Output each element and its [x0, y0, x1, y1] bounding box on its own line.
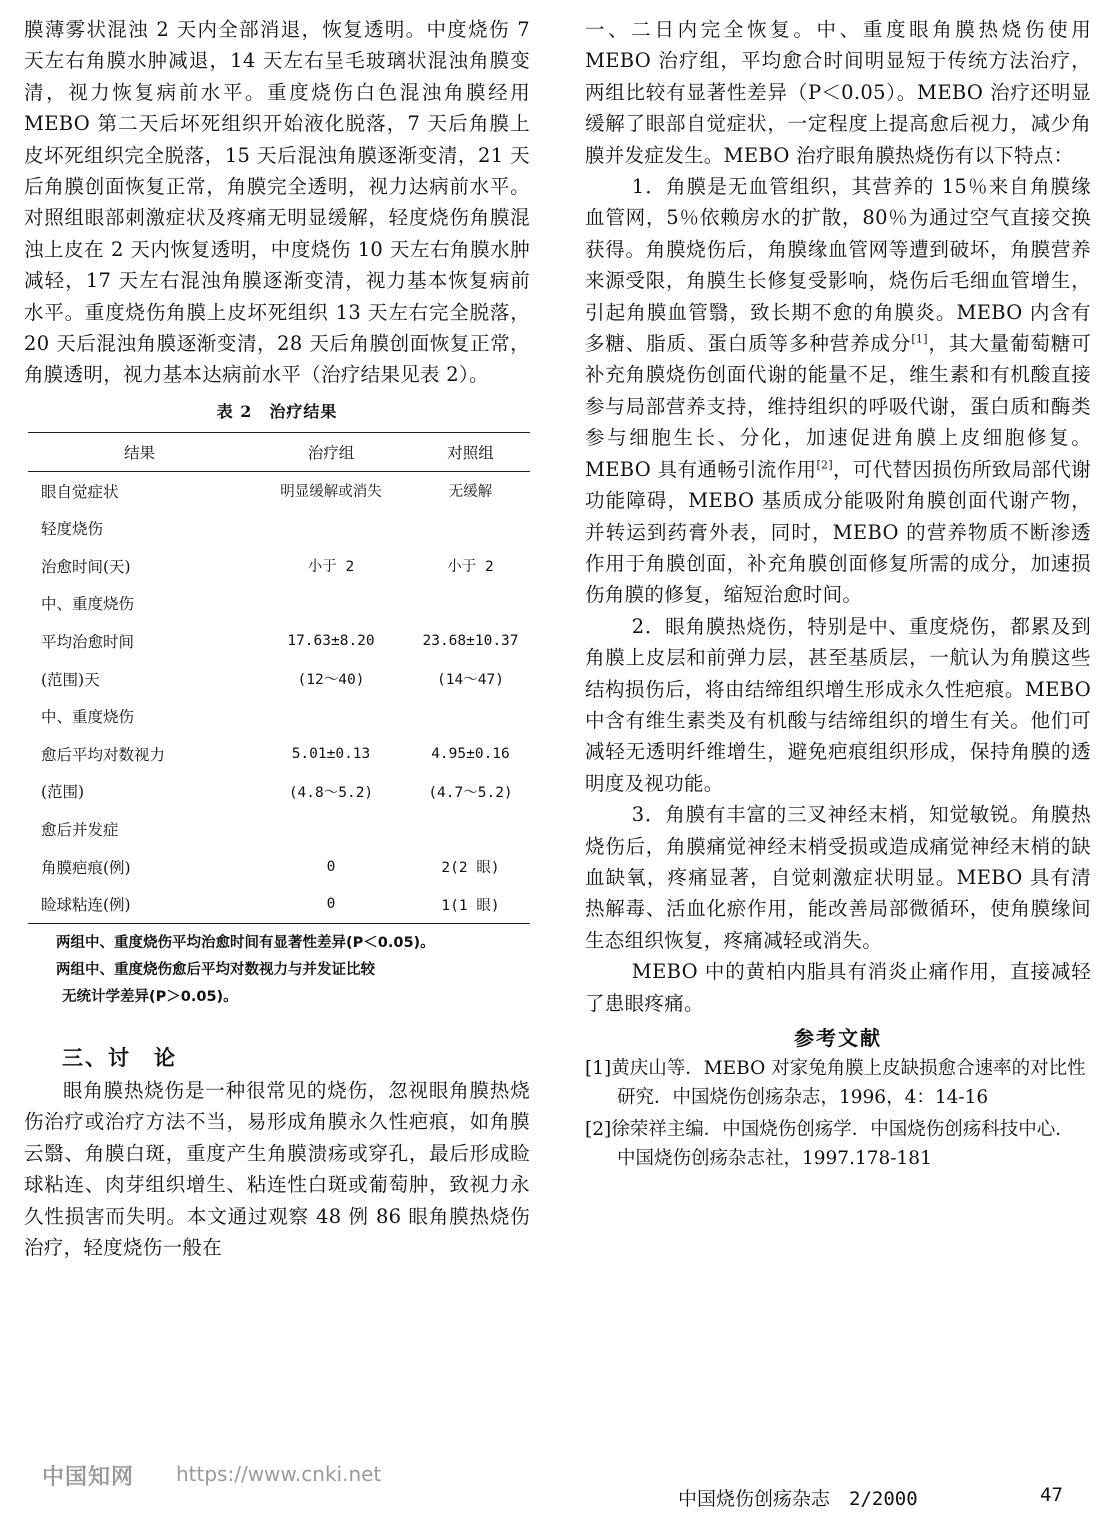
table-cell: 明显缓解或消失: [280, 484, 382, 501]
table-cell: 治愈时间(天): [41, 557, 131, 576]
table-cell: [251, 810, 411, 848]
table-cell: 23.68±10.37: [422, 633, 519, 650]
citation-1: [1]: [911, 332, 928, 346]
table-cell: 眼自觉症状: [41, 482, 119, 501]
page-number: 47: [1040, 1484, 1063, 1506]
point-1: [585, 171, 1091, 611]
table-cell: [411, 810, 530, 848]
reference-item: [2]徐荣祥主编．中国烧伤创疡学．中国烧伤创疡科技中心．中国烧伤创疡杂志社，1997.178-181: [585, 1119, 1074, 1169]
point-2: 2．眼角膜热烧伤，特别是中、重度烧伤，都累及到角膜上皮层和前弹力层，甚至基质层，一航认为角膜这些结构损伤后，将由结缔组织增生形成永久性疤痕。MEBO 中含有维生素类及有机酸与结缔组织的增生有关。他们可减轻无透明纤维增生，避免疤痕组织形成，保持角膜的透明度及视功能。: [585, 614, 1091, 795]
point-1-text-a: 1．角膜是无血管组织，其营养的 15％来自角膜缘血管网，5％依赖房水的扩散，80％为通过空气直接交换获得。角膜烧伤后，角膜缘血管网等遭到破坏，角膜营养来源受限，角膜生长修复受影响，烧伤后毛细血管增生，引起角膜血管翳，致长期不愈的角膜炎。MEBO 内含有多糖、脂质、蛋白质等多种营养成分: [585, 175, 1091, 356]
table-row: [28, 660, 530, 698]
table-row: [28, 885, 530, 923]
section-heading-discussion: 三、讨 论: [62, 1045, 177, 1070]
table-header-row: [28, 432, 530, 471]
table-header-result: 结果: [28, 432, 251, 471]
results-table: [28, 432, 530, 924]
table-cell: 平均治愈时间: [41, 633, 135, 652]
table-notes: [56, 930, 530, 1011]
table-cell: (4.7～5.2): [428, 784, 513, 801]
table-cell: 0: [251, 885, 411, 923]
table-cell: 5.01±0.13: [291, 745, 371, 762]
table-row: [28, 509, 530, 547]
table-cell: [411, 509, 530, 547]
table-row: [28, 773, 530, 811]
table-row: [28, 810, 530, 848]
table-cell: 小于 2: [447, 559, 494, 576]
references-heading: 参考文献: [794, 1026, 882, 1050]
table-cell: (4.8～5.2): [288, 784, 374, 801]
table-cell: 睑球粘连(例): [28, 885, 251, 923]
closing-paragraph: MEBO 中的黄柏内脂具有消炎止痛作用，直接减轻了患眼疼痛。: [585, 960, 1091, 1015]
table-cell: 0: [326, 858, 336, 875]
table-cell: [251, 585, 411, 623]
table-row: [28, 697, 530, 735]
table-cell: 轻度烧伤: [41, 520, 104, 539]
left-paragraph-2: 眼角膜热烧伤是一种很常见的烧伤，忽视眼角膜热烧伤治疗或治疗方法不当，易形成角膜永久性疤痕，如角膜云翳、角膜白斑，重度产生角膜溃疡或穿孔，最后形成睑球粘连、肉芽组织增生、粘连性白斑或葡萄肿，致视力永久性损害而失明。本文通过观察 48 例 86 眼角膜热烧伤治疗，轻度烧伤一般在: [24, 1079, 530, 1260]
table-cell: 角膜疤痕(例): [41, 858, 131, 877]
right-paragraph-1: 一、二日内完全恢复。中、重度眼角膜热烧伤使用 MEBO 治疗组，平均愈合时间明显短于传统方法治疗，两组比较有显著性差异（P＜0.05）。MEBO 治疗还明显缓解了眼部自觉症状，一定程度上提高愈后视力，减少角膜并发症发生。MEBO 治疗眼角膜热烧伤有以下特点：: [585, 18, 1091, 167]
table-cell: 17.63±8.20: [287, 633, 375, 650]
table-cell: (12～40): [297, 672, 365, 689]
table-cell: 4.95±0.16: [431, 745, 510, 762]
table-cell: [411, 585, 530, 623]
table-row: [28, 735, 530, 773]
table-row: [28, 585, 530, 623]
right-column: [585, 14, 1091, 1177]
reference-item: [1]黄庆山等．MEBO 对家兔角膜上皮缺损愈合速率的对比性研究．中国烧伤创疡杂志，1996，4：14-16: [585, 1058, 1086, 1108]
table-cell: 愈后平均对数视力: [41, 745, 166, 764]
table-cell: (范围): [41, 783, 85, 802]
table-cell: 小于 2: [307, 559, 355, 576]
point-3: 3．角膜有丰富的三叉神经末梢，知觉敏锐。角膜热烧伤后，角膜痛觉神经末梢受损或造成痛觉神经末梢的缺血缺氧，疼痛显著，自觉刺激症状明显。MEBO 具有清热解毒、活血化瘀作用，能改善局部微循环，使角膜缘间生态组织恢复，疼痛减轻或消失。: [585, 803, 1091, 952]
journal-footer: 中国烧伤创疡杂志 2/2000: [678, 1488, 918, 1510]
table-cell: (范围)天: [41, 670, 100, 689]
table-cell: [251, 697, 411, 735]
point-1-text-c: ，可代替因损伤所致局部代谢功能障碍，MEBO 基质成分能吸附角膜创面代谢产物，并转运到药膏外表，同时，MEBO 的营养物质不断渗透作用于角膜创面，补充角膜创面修复所需的成分，加速损伤角膜的修复，缩短治愈时间。: [585, 457, 1092, 607]
cnki-logo: 中国知网: [42, 1465, 135, 1490]
cnki-url: https://www.cnki.net: [176, 1462, 382, 1486]
table-cell: 愈后并发症: [41, 821, 119, 840]
left-paragraph-1: 膜薄雾状混浊 2 天内全部消退，恢复透明。中度烧伤 7 天左右角膜水肿减退，14 天左右呈毛玻璃状混浊角膜变清，视力恢复病前水平。重度烧伤白色混浊角膜经用 MEBO 第二天后坏死组织开始液化脱落，7 天后角膜上皮坏死组织完全脱落，15 天后混浊角膜逐渐变清，21 天后角膜创面恢复正常，角膜完全透明，视力达病前水平。对照组眼部刺激症状及疼痛无明显缓解，轻度烧伤角膜混浊上皮在 2 天内恢复透明，中度烧伤 10 天左右角膜水肿减轻，17 天左右混浊角膜逐渐变清，视力基本恢复病前水平。重度烧伤角膜上皮坏死组织 13 天左右完全脱落，20 天后混浊角膜逐渐变清，28 天后角膜创面恢复正常，角膜透明，视力基本达病前水平（治疗结果见表 2）。: [24, 18, 530, 387]
table-note: 两组中、重度烧伤愈后平均对数视力与并发证比较: [56, 962, 375, 978]
table-cell: 1(1 眼): [411, 885, 530, 923]
table-cell: 无缓解: [448, 484, 493, 501]
table-cell: 中、重度烧伤: [41, 595, 135, 614]
table-cell: (14～47): [437, 672, 504, 689]
table-row: [28, 622, 530, 660]
citation-2: [2]: [816, 458, 833, 472]
table-note: 无统计学差异(P＞0.05)。: [62, 989, 238, 1005]
table-row: [28, 547, 530, 585]
table-row: [28, 471, 530, 509]
table-header-treatment: 治疗组: [251, 432, 411, 471]
table-row: [28, 848, 530, 886]
left-column: [24, 14, 530, 1263]
table-cell: [411, 697, 530, 735]
table-cell: 2(2 眼): [441, 860, 500, 877]
point-1-text-b: ，其大量葡萄糖可补充角膜烧伤创面代谢的能量不足，维生素和有机酸直接参与局部营养支持，维持组织的呼吸代谢，蛋白质和酶类参与细胞生长、分化，加速促进角膜上皮细胞修复。MEBO 具有通畅引流作用: [585, 332, 1091, 481]
table-caption: 表 2 治疗结果: [216, 401, 338, 421]
table-cell: 中、重度烧伤: [41, 708, 135, 727]
table-header-control: 对照组: [411, 432, 530, 471]
table-cell: [251, 509, 411, 547]
table-note: 两组中、重度烧伤平均治愈时间有显著性差异(P＜0.05)。: [56, 935, 435, 951]
